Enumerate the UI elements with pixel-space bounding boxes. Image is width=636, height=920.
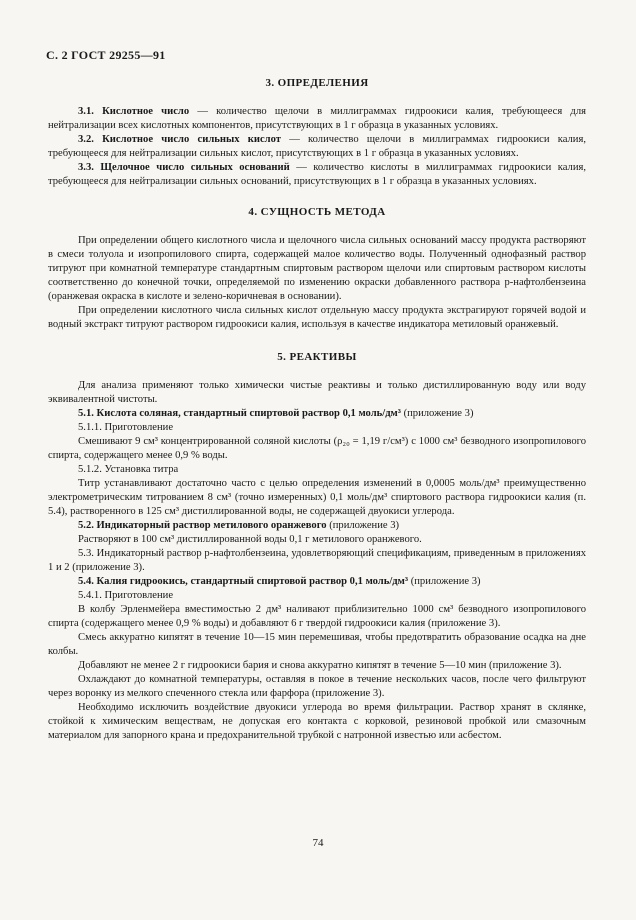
reagent-5-4 <box>48 575 586 589</box>
reagent-5-2 <box>48 519 586 533</box>
subsection-5-4-1-p5: Необходимо исключить воздействие двуокиси углерода во время фильтрации. Раствор хранят в склянке, стойкой к химическим веществам, не допуская его контакта с корковой, резиновой пробкой или смазочным материалом для запорного крана и предохранительной трубкой с натронной известью или асбестом. <box>48 702 586 741</box>
definition-3-2-term: 3.2. Кислотное число сильных кислот <box>78 134 281 145</box>
page-header: С. 2 ГОСТ 29255—91 <box>46 48 166 62</box>
subsection-5-1-2: 5.1.2. Установка титра <box>78 464 179 475</box>
subsection-5-4-1: 5.4.1. Приготовление <box>78 590 174 601</box>
reagent-5-2-ref: (приложение 3) <box>326 520 400 531</box>
method-paragraph-2: При определении кислотного числа сильных кислот отдельную массу продукта экстрагируют горячей водой и водный экстракт титруют раствором гидроокиси калия, используя в качестве индикатора метиловый оранжевый. <box>48 305 586 330</box>
definition-3-1-term: 3.1. Кислотное число <box>78 106 190 117</box>
subsection-5-1-1: 5.1.1. Приготовление <box>78 422 174 433</box>
reagent-5-1 <box>48 407 586 421</box>
subsection-5-4-1-p3: Добавляют не менее 2 г гидроокиси бария и снова аккуратно кипятят в течение 5—10 мин (приложение 3). <box>78 660 562 671</box>
page-number: 74 <box>312 837 324 849</box>
definition-3-1-text: — количество щелочи в миллиграммах гидроокиси калия, требующееся для нейтрализации всех кислотных компонентов, присутствующих в 1 г образца в указанных условиях. <box>48 106 586 131</box>
definition-3-3-text: — количество кислоты в миллиграммах гидроокиси калия, требующееся для нейтрализации сильных оснований, присутствующих в 1 г образца в указанных условиях. <box>48 162 587 187</box>
section-5-title: 5. РЕАКТИВЫ <box>277 351 357 363</box>
subsection-5-1-2-text: Титр устанавливают достаточно часто с целью определения изменений в 0,0005 моль/дм³ преимущественно электрометрическим титрованием 8 см³ (точно измеренных) 0,1 моль/дм³ спиртового раствора гидроокиси калия (п. 5.4), растворенного в 125 см³ дистиллированной воды, не содержащей двуокиси углерода. <box>48 478 586 517</box>
reagent-5-1-ref: (приложение 3) <box>400 408 474 419</box>
reagent-5-4-term: 5.4. Калия гидроокись, стандартный спиртовой раствор 0,1 моль/дм³ <box>78 576 409 587</box>
reagents-intro: Для анализа применяют только химически чистые реактивы и только дистиллированную воду или воду эквивалентной чистоты. <box>48 380 586 405</box>
reagent-5-1-term: 5.1. Кислота соляная, стандартный спиртовой раствор 0,1 моль/дм³ <box>78 408 401 419</box>
definition-3-3-term: 3.3. Щелочное число сильных оснований <box>78 162 290 173</box>
subsection-5-4-1-p4: Охлаждают до комнатной температуры, оставляя в покое в течение нескольких часов, после чего фильтруют через воронку из мелкого спеченного стекла или фарфора (приложение 3). <box>48 674 586 699</box>
definition-3-2-text: — количество щелочи в миллиграммах гидроокиси калия, требующееся для нейтрализации сильных кислот, присутствующих в 1 г образца в указанных условиях. <box>48 134 586 159</box>
page-content <box>48 76 586 743</box>
subsection-5-1-1-text: Смешивают 9 см³ концентрированной соляной кислоты (ρ₂₀ = 1,19 г/см³) с 1000 см³ безводного изопропилового спирта, содержащего менее 0,9 % воды. <box>48 436 586 461</box>
reagent-5-4-ref: (приложение 3) <box>408 576 481 587</box>
method-paragraph-1: При определении общего кислотного числа и щелочного числа сильных оснований массу продукта растворяют в смеси толуола и изопропилового спирта, содержащей малое количество воды. Полученный однофазный раствор титруют при комнатной температуре стандартным спиртовым раствором щелочи или спиртовым раствором кислоты соответственно до конечной точки, определяемой по изменению окраски добавленного раствора p-нафтолбензеина (оранжевая окраска в кислоте и зелено-коричневая в основании). <box>48 235 586 302</box>
reagent-5-2-term: 5.2. Индикаторный раствор метилового оранжевого <box>78 520 327 531</box>
section-3-title: 3. ОПРЕДЕЛЕНИЯ <box>265 77 369 89</box>
subsection-5-4-1-p1: В колбу Эрленмейера вместимостью 2 дм³ наливают приблизительно 1000 см³ безводного изопропилового спирта (содержащего менее 0,9 % воды) и добавляют 6 г твердой гидроокиси калия (приложение 3). <box>48 604 586 629</box>
section-4-title: 4. СУЩНОСТЬ МЕТОДА <box>248 206 386 218</box>
reagent-5-3: 5.3. Индикаторный раствор p-нафтолбензеина, удовлетворяющий спецификациям, приведенным в приложениях 1 и 2 (приложение 3). <box>48 548 586 573</box>
reagent-5-2-text: Растворяют в 100 см³ дистиллированной воды 0,1 г метилового оранжевого. <box>78 534 422 545</box>
definition-3-2 <box>48 133 586 161</box>
definition-3-1 <box>48 105 586 133</box>
definition-3-3 <box>48 161 586 189</box>
subsection-5-4-1-p2: Смесь аккуратно кипятят в течение 10—15 мин перемешивая, чтобы предотвратить образование осадка на дне колбы. <box>48 632 586 657</box>
